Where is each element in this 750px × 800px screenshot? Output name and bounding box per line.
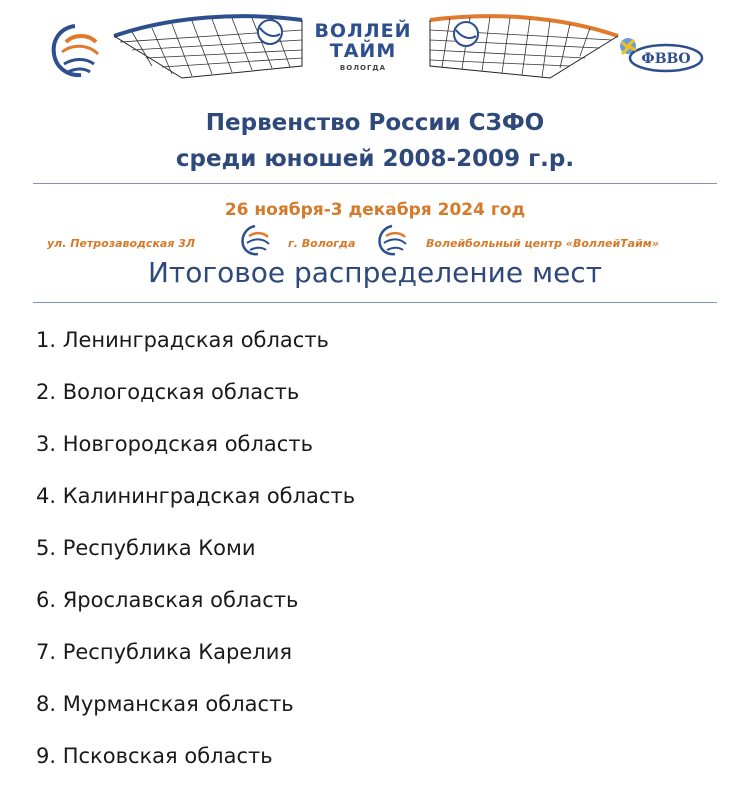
standings-item: 4. Калининградская область — [36, 484, 356, 508]
header-band — [0, 0, 750, 95]
divider — [33, 183, 717, 184]
federation-logo-text: ФВВО — [641, 51, 691, 67]
standings-item: 7. Республика Карелия — [36, 640, 292, 664]
brand-line2: ТАЙМ — [329, 39, 397, 62]
volleyball-logo-icon — [48, 22, 102, 80]
title-line1: Первенство России СЗФО — [205, 110, 545, 136]
volleyball-icon — [239, 224, 271, 256]
standings-item: 9. Псковская область — [36, 744, 273, 768]
brand-line1: ВОЛЛЕЙ — [314, 20, 412, 42]
venue-address: ул. Петрозаводская 3Л — [47, 237, 196, 250]
brand-line3: ВОЛОГДА — [339, 63, 387, 72]
standings-item: 8. Мурманская область — [36, 692, 294, 716]
volleyball-net-icon — [112, 6, 312, 84]
title-line2: среди юношей 2008-2009 г.р. — [175, 146, 575, 172]
standings-item: 6. Ярославская область — [36, 588, 299, 612]
section-title: Итоговое распределение мест — [147, 256, 602, 289]
volleyball-icon — [376, 224, 408, 256]
venue-center: Волейбольный центр «ВоллейТайм» — [426, 237, 659, 250]
venue-city: г. Вологда — [288, 237, 356, 250]
standings-item: 5. Республика Коми — [36, 536, 256, 560]
standings-item: 1. Ленинградская область — [36, 328, 329, 352]
federation-logo-icon — [614, 34, 706, 74]
event-dates: 26 ноября-3 декабря 2024 год — [224, 200, 526, 220]
standings-item: 3. Новгородская область — [36, 432, 313, 456]
divider — [33, 302, 717, 303]
standings-item: 2. Вологодская область — [36, 380, 300, 404]
brand-logo — [308, 22, 418, 72]
standings-list — [36, 322, 355, 790]
volleyball-net-icon — [420, 6, 620, 84]
